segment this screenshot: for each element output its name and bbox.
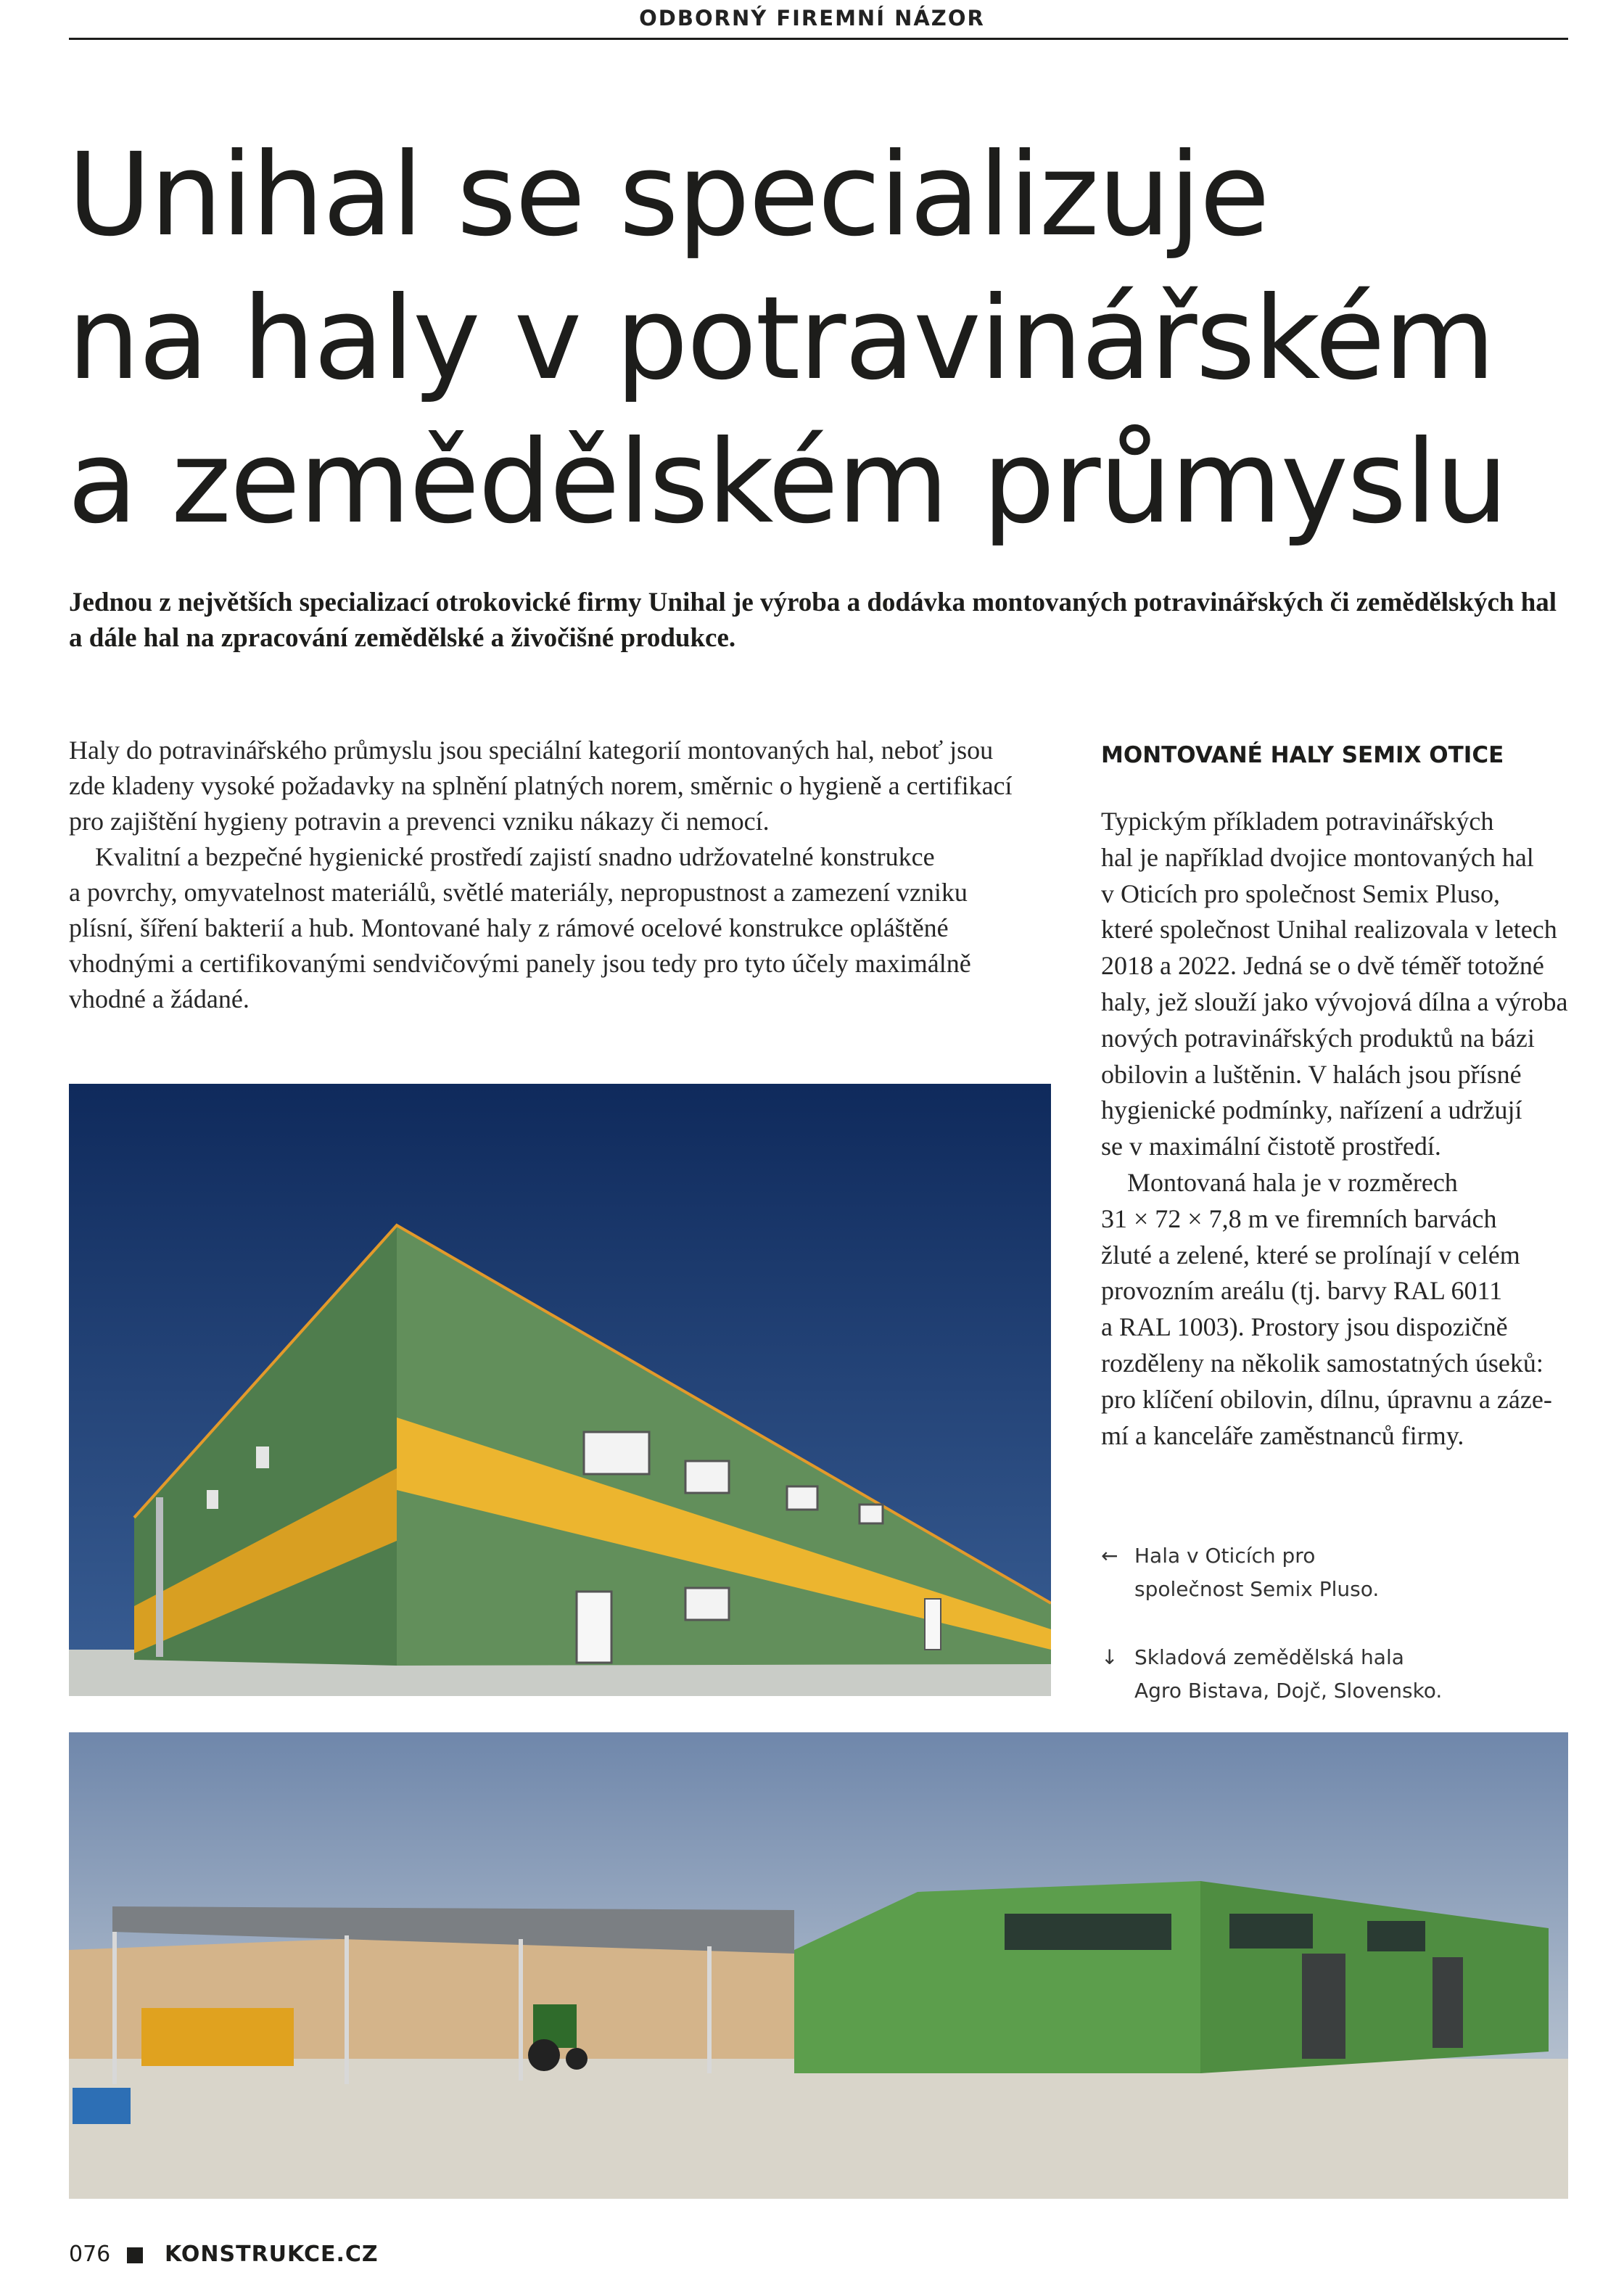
body-line: a povrchy, omyvatelnost materiálů, světlé materiály, nepropustnost a zamezení vzniku — [69, 878, 968, 907]
lead-paragraph — [69, 585, 1578, 656]
headline-line: Unihal se specializuje — [67, 128, 1269, 262]
body-line: vhodnými a certifikovanými sendvičovými panely jsou tedy pro tyto účely maximálně — [69, 949, 971, 978]
caption-line: Hala v Oticích pro — [1134, 1544, 1316, 1568]
sidebar-heading: MONTOVANÉ HALY SEMIX OTICE — [1101, 742, 1504, 768]
sidebar-line: haly, jež slouží jako vývojová dílna a výroba — [1101, 987, 1568, 1016]
header-rule — [69, 38, 1568, 40]
sidebar-text — [1101, 804, 1568, 1454]
body-line: Haly do potravinářského průmyslu jsou speciální kategorií montovaných hal, neboť jsou — [69, 736, 994, 765]
sidebar-line: Montovaná hala je v rozměrech — [1127, 1167, 1458, 1197]
sidebar-line: rozděleny na několik samostatných úseků: — [1101, 1348, 1543, 1378]
body-line: plísní, šíření bakterií a hub. Montované haly z rámové ocelové konstrukce opláštěné — [69, 913, 949, 942]
sidebar-line: v Oticích pro společnost Semix Pluso, — [1101, 878, 1500, 908]
sidebar-line: mí a kanceláře zaměstnanců firmy. — [1101, 1420, 1464, 1450]
lead-line: Jednou z největších specializací otrokovické firmy Unihal je výroba a dodávka montovaných potravinářských či zemědělských hal — [69, 588, 1557, 617]
footer-site: KONSTRUKCE.CZ — [165, 2242, 379, 2267]
caption-line: Agro Bistava, Dojč, Slovensko. — [1134, 1679, 1443, 1703]
square-icon — [127, 2247, 143, 2263]
sidebar-line: Typickým příkladem potravinářských — [1101, 807, 1494, 836]
sidebar-line: a RAL 1003). Prostory jsou dispozičně — [1101, 1312, 1508, 1342]
caption-line: Skladová zemědělská hala — [1134, 1645, 1404, 1669]
sidebar-line: žluté a zelené, které se prolínají v celém — [1101, 1240, 1520, 1269]
headline-line: a zemědělském průmyslu — [67, 416, 1507, 549]
headline — [67, 123, 1562, 554]
arrow-down-icon: ↓ — [1101, 1645, 1118, 1669]
sidebar-line: provozním areálu (tj. barvy RAL 6011 — [1101, 1276, 1503, 1306]
photo-agro-bistava-hall — [69, 1732, 1568, 2199]
sidebar-line: které společnost Unihal realizovala v letech — [1101, 915, 1557, 945]
sidebar-line: 2018 a 2022. Jedná se o dvě téměř totožné — [1101, 951, 1544, 981]
lead-line: a dále hal na zpracování zemědělské a živočišné produkce. — [69, 623, 736, 653]
body-line: vhodné a žádané. — [69, 984, 250, 1013]
page-number: 076 — [69, 2242, 111, 2267]
body-line: pro zajištění hygieny potravin a prevenci vzniku nákazy či nemocí. — [69, 807, 770, 836]
sidebar-line: se v maximální čistotě prostředí. — [1101, 1132, 1441, 1161]
body-line: zde kladeny vysoké požadavky na splnění platných norem, směrnic o hygieně a certifikací — [69, 771, 1013, 800]
sidebar-line: pro klíčení obilovin, dílnu, úpravnu a záze- — [1101, 1384, 1552, 1414]
sidebar-line: 31 × 72 × 7,8 m ve firemních barvách — [1101, 1203, 1497, 1233]
photo-semix-hall — [69, 1084, 1051, 1696]
sidebar-line: nových potravinářských produktů na bázi — [1101, 1023, 1535, 1053]
body-text — [69, 733, 1055, 1017]
headline-line: na haly v potravinářském — [67, 272, 1494, 406]
arrow-left-icon: ← — [1101, 1544, 1118, 1568]
sidebar-line: hygienické podmínky, nařízení a udržují — [1101, 1095, 1522, 1125]
body-line: Kvalitní a bezpečné hygienické prostředí zajistí snadno udržovatelné konstrukce — [95, 842, 935, 871]
section-label: ODBORNÝ FIREMNÍ NÁZOR — [639, 6, 985, 30]
caption-line: společnost Semix Pluso. — [1134, 1577, 1380, 1601]
sidebar-line: hal je například dvojice montovaných hal — [1101, 842, 1534, 872]
sidebar-line: obilovin a luštěnin. V halách jsou přísné — [1101, 1059, 1522, 1089]
